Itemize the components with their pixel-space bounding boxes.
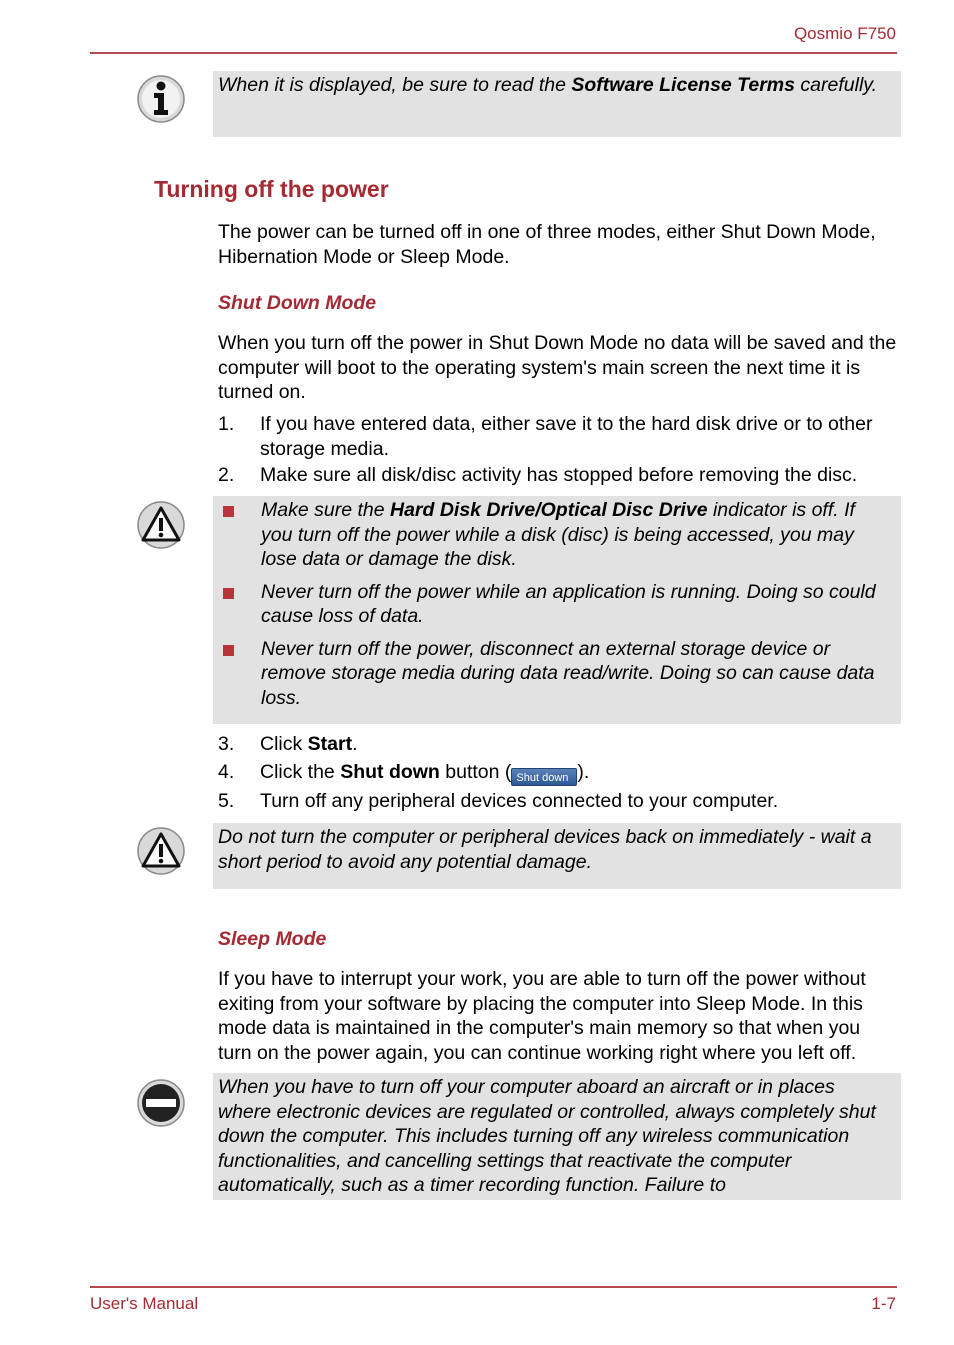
bullet-marker — [223, 506, 234, 517]
sleep-paragraph: If you have to interrupt your work, you are able to turn off the power without exiting from your software by placing the computer into Sleep Mode. In this mode data is maintained in the computer's main memory so that when you turn on the power again, you can continue working right where you left off. — [218, 968, 866, 1064]
sleep-mode-heading: Sleep Mode — [218, 928, 327, 950]
license-note — [213, 71, 901, 137]
prohibited-icon — [136, 1078, 186, 1128]
shutdown-mode-heading: Shut Down Mode — [218, 292, 377, 314]
note-bold-text: Software License Terms — [571, 74, 795, 96]
step-item — [218, 760, 898, 786]
step-text: Click the Shut down button ( Shut down ). — [260, 761, 590, 784]
caution-bullet — [218, 637, 889, 711]
restart-caution-note: Do not turn the computer or peripheral devices back on immediately - wait a short period to avoid any potential damage. — [213, 823, 901, 889]
bullet-text: Never turn off the power while an application is running. Doing so could cause loss of data. — [261, 580, 876, 627]
section-heading: Turning off the power — [154, 176, 389, 202]
step-text: Click Start. — [260, 733, 358, 755]
footer-page-number: 1-7 — [871, 1294, 896, 1313]
warning-icon — [136, 826, 186, 876]
note-text: When it is displayed, be sure to read the — [218, 74, 572, 96]
step-number: 3. — [218, 733, 235, 755]
step-number: 1. — [218, 413, 235, 435]
caution-bullet — [218, 580, 889, 629]
step-text: If you have entered data, either save it to the hard disk drive or to other storage media. — [260, 413, 873, 460]
step-text: Make sure all disk/disc activity has stopped before removing the disc. — [260, 464, 858, 486]
step-number: 5. — [218, 790, 235, 812]
header-rule — [90, 52, 897, 54]
bullet-marker — [223, 588, 234, 599]
header-model-name: Qosmio F750 — [793, 24, 896, 43]
step-item — [218, 463, 898, 488]
step-number: 4. — [218, 761, 235, 783]
bullet-bold-text: Hard Disk Drive/Optical Disc Drive — [389, 499, 708, 521]
step-number: 2. — [218, 464, 235, 486]
caution-bullet — [218, 498, 889, 572]
footer-rule — [90, 1286, 897, 1288]
bullet-text: indicator is off. If you turn off the power while a disk (disc) is being accessed, you may lose data or damage the disk. — [261, 499, 855, 570]
bullet-marker — [223, 645, 234, 656]
shutdown-paragraph: When you turn off the power in Shut Down Mode no data will be saved and the computer will boot to the operating system's main screen the next time it is turned on. — [218, 332, 897, 403]
aircraft-note: When you have to turn off your computer aboard an aircraft or in places where electronic devices are regulated or controlled, always completely shut down the computer. This includes turning off any wireless communication functionalities, and cancelling settings that reactivate the computer automatically, such as a timer recording function. Failure to — [213, 1073, 901, 1200]
shut-down-button-image: Shut down — [511, 768, 577, 786]
step-item — [218, 732, 898, 757]
step-item — [218, 412, 898, 461]
step-text: Turn off any peripheral devices connected to your computer. — [260, 790, 779, 812]
bullet-text: Never turn off the power, disconnect an external storage device or remove storage media during data read/write. Doing so can cause data loss. — [261, 637, 875, 709]
warning-icon — [136, 500, 186, 550]
info-icon — [136, 74, 186, 124]
step-item — [218, 789, 898, 814]
intro-paragraph: The power can be turned off in one of three modes, either Shut Down Mode, Hibernation Mode or Sleep Mode. — [218, 221, 876, 268]
note-text: carefully. — [795, 74, 877, 96]
footer-manual-name: User's Manual — [90, 1294, 199, 1313]
disk-caution-note — [213, 496, 901, 724]
bullet-text: Make sure the — [261, 499, 390, 521]
